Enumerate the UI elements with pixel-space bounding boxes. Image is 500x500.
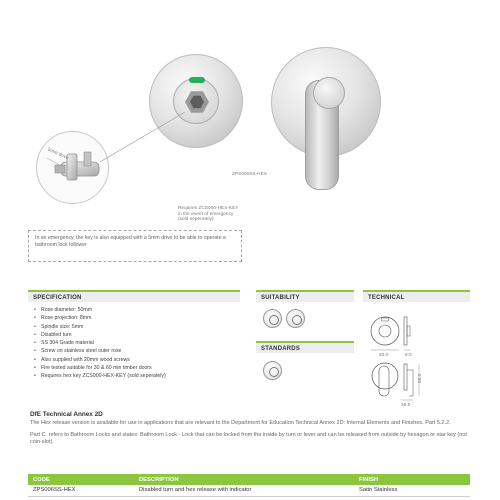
key-detail-circle bbox=[36, 131, 109, 204]
table-header-row bbox=[28, 474, 470, 485]
cell-code: ZPS006SS-HEX bbox=[28, 485, 134, 496]
list-item: • Fire tested suitable for 30 & 60 min timber doors bbox=[34, 364, 166, 372]
dfe-text bbox=[30, 420, 470, 447]
list-item: • Rose projection: 8mm bbox=[34, 314, 166, 322]
dfe-title: DfE Technical Annex 2D bbox=[30, 411, 103, 418]
vacant-indicator bbox=[189, 77, 205, 83]
list-item: • Screw on stainless steel outer rose bbox=[34, 347, 166, 355]
emergency-note: In an emergency, the key is also equipped with a 5mm drive to be able to operate a bathroom lock follower bbox=[28, 230, 242, 262]
dfe-paragraph-2: Part C. refers to Bathroom Locks and states: Bathroom Lock - Lock that can be locked from the inside by turn or lever and can be released from outside by hexagon or star key (not coin-slot). bbox=[30, 432, 467, 446]
product-code-label: ZPS006SS-HEX bbox=[232, 171, 267, 176]
dim-height: 58.0 bbox=[417, 373, 422, 383]
list-item: • Rose diameter: 50mm bbox=[34, 306, 166, 314]
suitability-fire-icon bbox=[286, 309, 305, 328]
dim-width: 50.0 bbox=[379, 352, 389, 357]
product-code-table bbox=[28, 474, 470, 497]
turn-spindle-boss bbox=[313, 77, 345, 109]
standards-header: STANDARDS bbox=[256, 341, 354, 353]
column-header-code: CODE bbox=[28, 474, 134, 485]
table-row bbox=[28, 485, 470, 496]
specification-list bbox=[34, 306, 166, 381]
cell-description: Disabled turn and hex release with indicator bbox=[134, 485, 354, 496]
list-item: • Disabled turn bbox=[34, 331, 166, 339]
suitability-header: SUITABILITY bbox=[256, 290, 354, 302]
key-drive-label: 5mm drive bbox=[47, 146, 70, 161]
cell-finish: Satin Stainless bbox=[354, 485, 470, 496]
list-item: • Spindle size: 5mm bbox=[34, 323, 166, 331]
key-caption: Requires ZCS000-HEX-KEY in the event of emergency (sold seperately) bbox=[178, 205, 239, 222]
hex-key-icon bbox=[37, 132, 109, 204]
technical-header: TECHNICAL bbox=[363, 290, 470, 302]
list-item: • SS 304 Grade material bbox=[34, 339, 166, 347]
list-item: • Requires hex key ZCS000-HEX-KEY (sold seperately) bbox=[34, 372, 166, 380]
column-header-finish: FINISH bbox=[354, 474, 470, 485]
dim-offset: 36.5 bbox=[401, 402, 411, 407]
list-item: • Also supplied with 20mm wood screws bbox=[34, 356, 166, 364]
column-header-description: DESCRIPTION bbox=[134, 474, 354, 485]
dim-depth: 8.0 bbox=[405, 352, 412, 357]
callout-line bbox=[100, 110, 190, 170]
specification-header: SPECIFICATION bbox=[28, 290, 240, 302]
suitability-door-icon bbox=[263, 309, 282, 328]
standards-accessibility-icon bbox=[263, 361, 282, 380]
dfe-paragraph-1: The Hex release version is available for use in applications that are relevant to the Department for Education Technical Annex 2D: Internal Elements and Finishes. Part 5.2.2. bbox=[30, 420, 451, 426]
